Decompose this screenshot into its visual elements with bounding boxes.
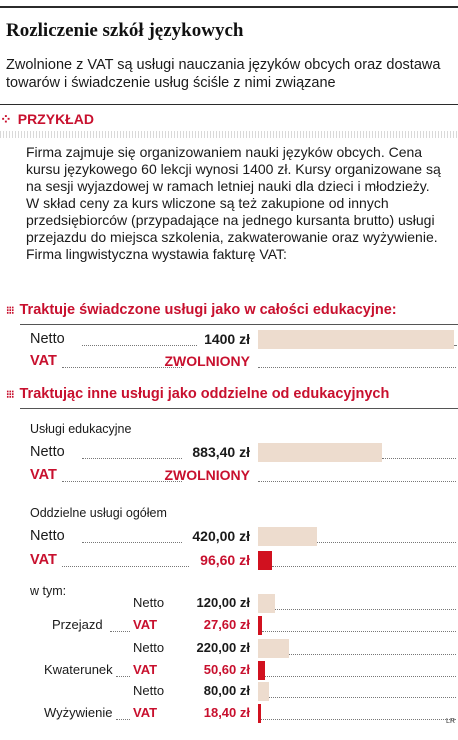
net-label: Netto [133, 683, 165, 698]
item-leader [110, 631, 130, 632]
leader-dots [62, 481, 182, 482]
group-title: w tym: [30, 584, 67, 598]
row-leader [275, 609, 456, 610]
vat-value: 18,40 zł [203, 705, 250, 720]
item-name: Wyżywienie [44, 705, 113, 720]
net-value: 80,00 zł [203, 683, 250, 698]
item-leader [116, 719, 130, 720]
net-label: Netto [30, 331, 65, 347]
net-bar [258, 682, 269, 701]
row-leader [265, 676, 456, 677]
vat-label: VAT [30, 552, 57, 568]
vat-label: VAT [30, 467, 57, 483]
row-leader [272, 566, 456, 567]
author-signature: LR [446, 718, 455, 725]
leader-dots [82, 458, 182, 459]
section-heading-text: Traktując inne usługi jako oddzielne od edukacyjnych [19, 386, 390, 402]
net-label: Netto [30, 444, 65, 460]
net-value: 420,00 zł [192, 528, 250, 544]
group-title: Oddzielne usługi ogółem [30, 506, 167, 520]
vat-value: 50,60 zł [203, 662, 250, 677]
vat-bar [258, 661, 265, 680]
example-band [0, 131, 458, 138]
section-heading [6, 302, 397, 318]
example-heading [0, 111, 94, 128]
net-bar [258, 443, 382, 462]
row-leader [289, 654, 456, 655]
vat-value: 27,60 zł [203, 617, 250, 632]
vat-value: ZWOLNIONY [164, 353, 250, 369]
net-bar [258, 527, 317, 546]
vat-bar [258, 704, 261, 723]
page-title: Rozliczenie szkół językowych [6, 20, 244, 41]
net-value: 220,00 zł [196, 640, 250, 655]
row-leader [269, 697, 456, 698]
example-marker-icon: ⁘ [0, 111, 12, 127]
row-leader [454, 345, 456, 346]
vat-value: 96,60 zł [200, 552, 250, 568]
net-value: 883,40 zł [192, 444, 250, 460]
section-marker-icon: ⁝⁝⁝ [6, 389, 14, 401]
row-leader [382, 458, 456, 459]
item-name: Przejazd [52, 617, 103, 632]
vat-label: VAT [133, 617, 158, 632]
net-label: Netto [133, 595, 165, 610]
vat-label: VAT [30, 353, 57, 369]
row-leader [261, 719, 456, 720]
top-rule [0, 6, 458, 8]
row-leader [258, 481, 456, 482]
item-leader [116, 676, 130, 677]
section-underline [20, 324, 458, 325]
section-underline [20, 408, 458, 409]
vat-value: ZWOLNIONY [164, 467, 250, 483]
section-heading [6, 386, 389, 402]
item-name: Kwaterunek [44, 662, 113, 677]
group-title: Usługi edukacyjne [30, 422, 132, 436]
net-label: Netto [30, 528, 65, 544]
net-bar [258, 639, 289, 658]
row-leader [262, 631, 456, 632]
vat-bar [258, 616, 262, 635]
example-label: PRZYKŁAD [17, 111, 94, 127]
section-marker-icon: ⁝⁝⁝ [6, 305, 14, 317]
row-leader [317, 542, 456, 543]
net-bar [258, 330, 454, 349]
leader-dots [82, 542, 182, 543]
vat-bar [258, 551, 272, 570]
vat-label: VAT [133, 705, 158, 720]
leader-dots [62, 367, 182, 368]
section-heading-text: Traktuje świadczone usługi jako w całości edukacyjne: [19, 302, 397, 318]
example-body: Firma zajmuje się organizowaniem nauki języków obcych. Cena kursu językowego 60 lekcji wynosi 1400 zł. Kursy organizowane są na sesji wyjazdowej w ramach letniej nauki dla dzieci i młodzieży. W skład ceny za kurs wliczone są też zakupione od innych przedsiębiorców (przypadające na jednego kursanta brutto) usługi przejazdu do miejsca szkolenia, zakwaterowanie oraz wyżywienie. Firma lingwistyczna wystawia fakturę VAT: [26, 144, 441, 262]
net-bar [258, 594, 275, 613]
row-leader [258, 367, 456, 368]
lead-text: Zwolnione z VAT są usługi nauczania języków obcych oraz dostawa towarów i świadczenie usług ściśle z nimi związane [6, 57, 441, 91]
net-value: 1400 zł [204, 331, 250, 347]
net-label: Netto [133, 640, 165, 655]
section-divider [0, 104, 458, 105]
vat-label: VAT [133, 662, 158, 677]
leader-dots [82, 345, 197, 346]
net-value: 120,00 zł [196, 595, 250, 610]
leader-dots [62, 566, 189, 567]
